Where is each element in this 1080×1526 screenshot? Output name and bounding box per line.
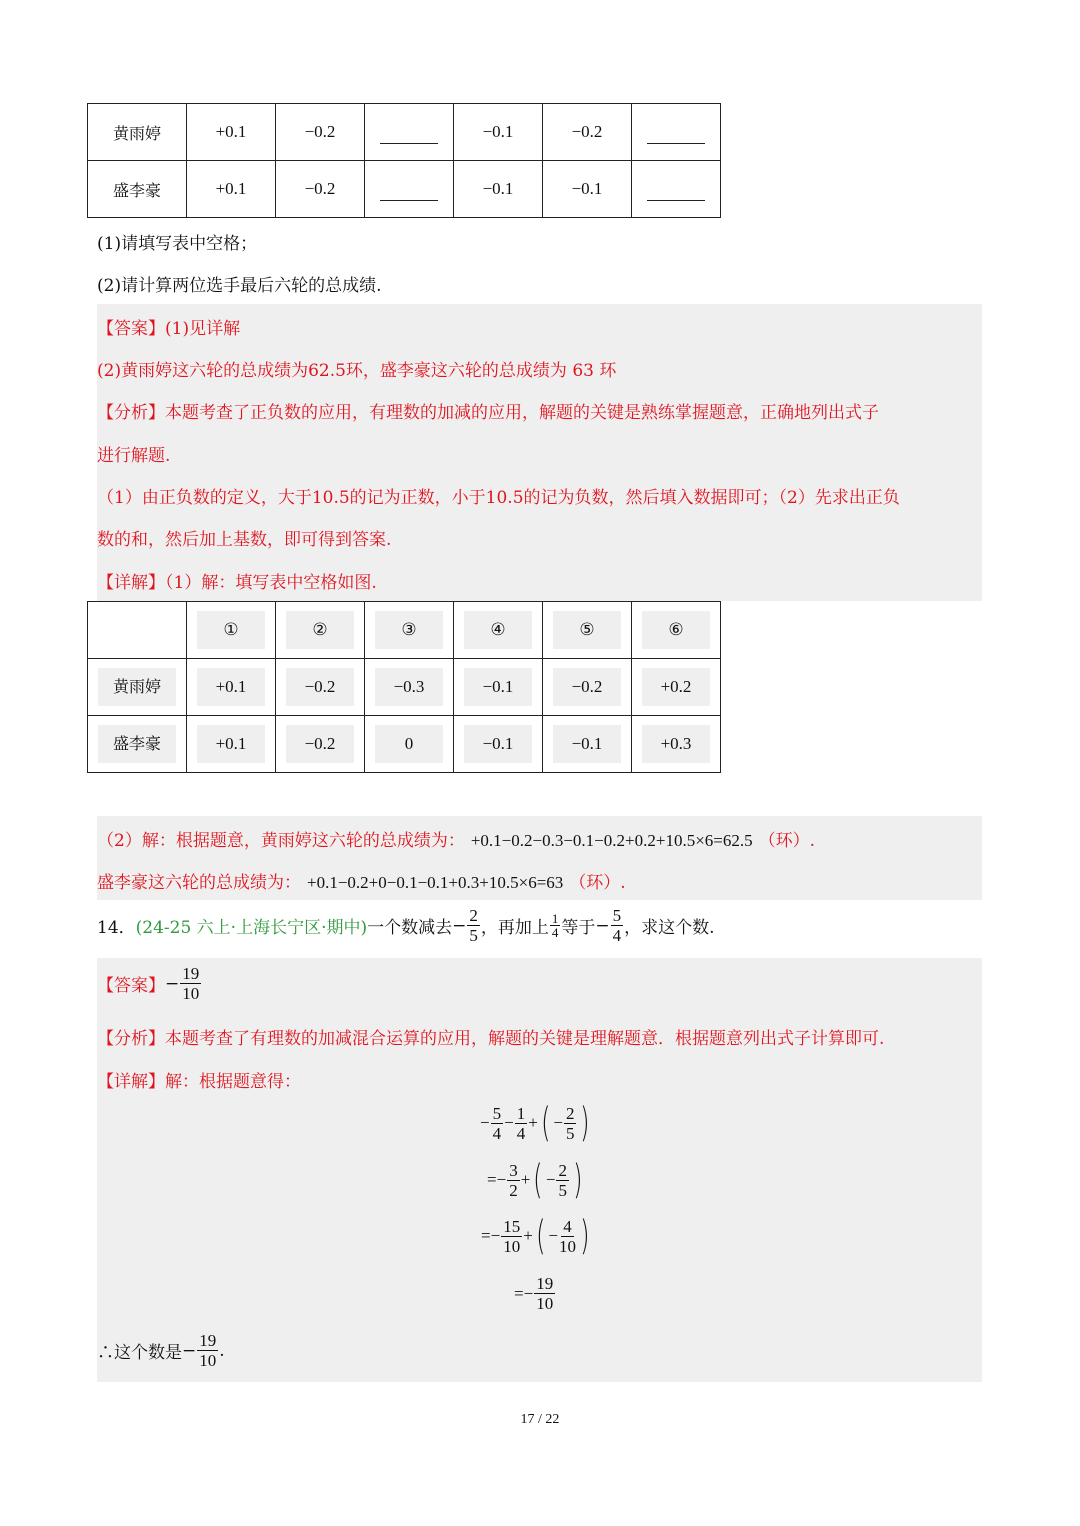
fraction: $\frac{15}{10}$: [503, 1216, 521, 1256]
table-cell: +0.1: [187, 104, 276, 161]
solution-text: （2）解：根据题意，黄雨婷这六轮的总成绩为：: [97, 831, 465, 851]
header-cell: ③: [365, 602, 454, 659]
header-empty-cell: [88, 602, 187, 659]
analysis-line-2: 进行解题.: [97, 446, 171, 466]
fraction: $\frac{5}{4}$: [492, 1103, 502, 1143]
page-number: 17 / 22: [520, 1412, 560, 1427]
score-table-blank: [87, 103, 721, 218]
equation-step-3: =− $\frac{15}{10}$ + ( − $\frac{4}{10}$ ): [481, 1213, 590, 1259]
question-14: 14． (24-25 六上·上海长宁区·期中) 一个数减去 − $\frac{2}{5}$ ，再加上 $\frac{1}{4}$ 等于 − $\frac{5}{4}$ ，求这个数.: [97, 906, 715, 945]
fraction: $\frac{1}{4}$: [516, 1103, 526, 1143]
table-cell: −0.1: [543, 716, 632, 773]
analysis-line-3: （1）由正负数的定义，大于10.5的记为正数，小于10.5的记为负数，然后填入数据即可；（2）先求出正负: [97, 488, 900, 508]
blank-cell: [365, 104, 454, 161]
player-name: 盛李豪: [88, 716, 187, 773]
answer-part-1: (1)见详解: [165, 319, 241, 339]
header-cell: ②: [276, 602, 365, 659]
table-row: [88, 716, 721, 773]
answer-14: 【答案】 − $\frac{19}{10}$: [97, 964, 200, 1003]
table-cell: −0.1: [454, 716, 543, 773]
question-part-1: (1)请填写表中空格；: [97, 234, 258, 254]
table-cell: −0.2: [276, 716, 365, 773]
header-cell: ⑥: [632, 602, 721, 659]
table-header-row: [88, 602, 721, 659]
equation-step-1: − $\frac{5}{4}$ − $\frac{1}{4}$ + ( − $\frac{2}{5}$ ): [480, 1100, 590, 1146]
fraction: $\frac{2}{5}$: [558, 1160, 567, 1200]
answer-line-1: [97, 314, 240, 339]
analysis-line-1: [97, 398, 879, 423]
header-cell: ④: [454, 602, 543, 659]
fraction: $\frac{1}{4}$: [551, 911, 559, 940]
table-row: [88, 104, 721, 161]
question-text: 等于: [561, 918, 596, 938]
analysis-line-4: 数的和，然后加上基数，即可得到答案.: [97, 530, 392, 550]
answer-line-2: (2)黄雨婷这六轮的总成绩为62.5环，盛李豪这六轮的总成绩为 63 环: [97, 361, 617, 381]
fraction: $\frac{3}{2}$: [509, 1160, 518, 1200]
table-cell: 0: [365, 716, 454, 773]
question-number: 14．: [97, 918, 136, 938]
blank-cell: [365, 161, 454, 218]
equation-step-2: =− $\frac{3}{2}$ + ( − $\frac{2}{5}$ ): [487, 1157, 583, 1203]
question-source: (24-25 六上·上海长宁区·期中): [135, 918, 368, 938]
table-cell: +0.1: [187, 659, 276, 716]
question-part-2: (2)请计算两位选手最后六轮的总成绩.: [97, 276, 382, 296]
detail-label: 【详解】: [97, 1072, 165, 1092]
fraction: $\frac{5}{4}$: [612, 906, 622, 945]
question-text: ，求这个数.: [624, 918, 715, 938]
table-cell: −0.3: [365, 659, 454, 716]
detail-text: （1）解：填写表中空格如图.: [165, 573, 377, 593]
answer-label: 【答案】: [97, 976, 165, 996]
table-row: [88, 659, 721, 716]
table-cell: +0.2: [632, 659, 721, 716]
table-cell: +0.3: [632, 716, 721, 773]
blank-cell: [632, 161, 721, 218]
solution-unit: （环）.: [569, 873, 626, 893]
fraction: $\frac{2}{5}$: [565, 1103, 575, 1143]
answer-block: [97, 304, 982, 601]
table-cell: −0.1: [454, 659, 543, 716]
table-cell: −0.1: [454, 161, 543, 218]
detail-line: [97, 568, 377, 593]
fraction: $\frac{4}{10}$: [558, 1216, 576, 1256]
analysis-label: 【分析】: [97, 1029, 165, 1049]
blank-cell: [632, 104, 721, 161]
player-name: 黄雨婷: [88, 104, 187, 161]
header-cell: ①: [187, 602, 276, 659]
header-cell: ⑤: [543, 602, 632, 659]
table-cell: −0.2: [276, 659, 365, 716]
solution-unit: （环）.: [758, 831, 816, 851]
solution-line-1: [97, 826, 815, 851]
detail-14: [97, 1067, 301, 1092]
table-cell: −0.1: [543, 161, 632, 218]
fraction: $\frac{19}{10}$: [182, 964, 200, 1003]
solution-formula: +0.1−0.2+0−0.1−0.1+0.3+10.5×6=63: [307, 873, 564, 892]
analysis-14: [97, 1024, 884, 1049]
conclusion-14: ∴这个数是 − $\frac{19}{10}$ .: [97, 1331, 225, 1370]
solution-formula: +0.1−0.2−0.3−0.1−0.2+0.2+10.5×6=62.5: [470, 831, 753, 850]
question-text: ，再加上: [480, 918, 549, 938]
equation-step-4: =− $\frac{19}{10}$: [514, 1274, 554, 1313]
question-text: 一个数减去: [367, 918, 453, 938]
detail-text: 解：根据题意得：: [165, 1072, 301, 1092]
solution-line-2: [97, 868, 626, 893]
analysis-text: 本题考查了有理数的加减混合运算的应用，解题的关键是理解题意．根据题意列出式子计算即可.: [165, 1029, 885, 1049]
fraction: $\frac{19}{10}$: [199, 1331, 217, 1370]
table-cell: −0.2: [276, 161, 365, 218]
player-name: 黄雨婷: [88, 659, 187, 716]
table-row: [88, 161, 721, 218]
table-cell: +0.1: [187, 716, 276, 773]
conclusion-text: ∴这个数是: [97, 1343, 182, 1363]
fraction: $\frac{2}{5}$: [469, 906, 478, 945]
player-name: 盛李豪: [88, 161, 187, 218]
solution-text: 盛李豪这六轮的总成绩为：: [97, 873, 301, 893]
table-cell: −0.1: [454, 104, 543, 161]
analysis-text: 本题考查了正负数的应用，有理数的加减的应用，解题的关键是熟练掌握题意，正确地列出式子: [165, 403, 879, 423]
table-cell: +0.1: [187, 161, 276, 218]
analysis-label: 【分析】: [97, 403, 165, 423]
table-cell: −0.2: [543, 659, 632, 716]
answer-label: 【答案】: [97, 319, 165, 339]
score-table-filled: [87, 601, 721, 773]
detail-label: 【详解】: [97, 573, 165, 593]
fraction: $\frac{19}{10}$: [536, 1274, 554, 1313]
table-cell: −0.2: [276, 104, 365, 161]
table-cell: −0.2: [543, 104, 632, 161]
